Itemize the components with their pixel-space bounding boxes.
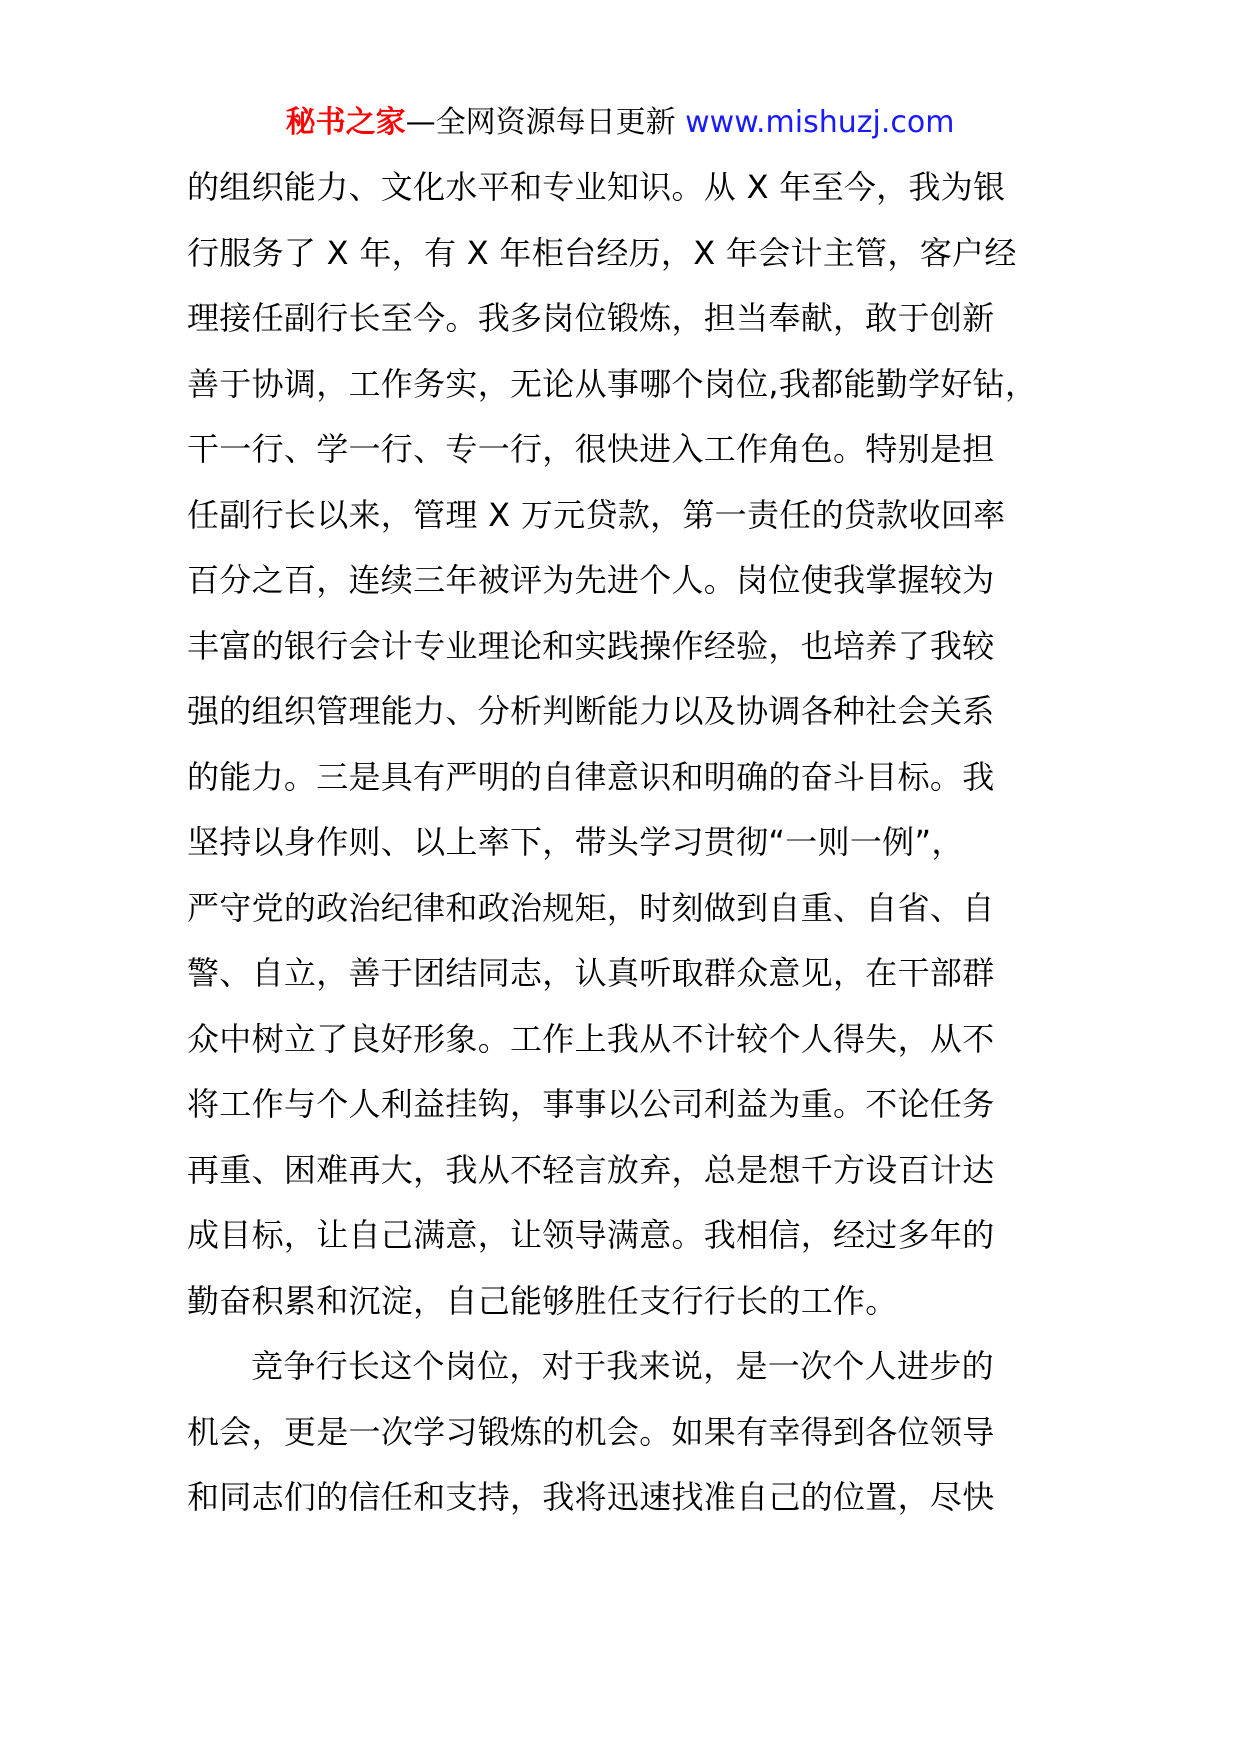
- text-line: 行服务了 X 年，有 X 年柜台经历，X 年会计主管，客户经: [187, 233, 1017, 272]
- text-line: 百分之百，连续三年被评为先进个人。岗位使我掌握较为: [187, 561, 995, 599]
- text-line: 和同志们的信任和支持，我将迅速找准自己的位置，尽快: [187, 1478, 995, 1516]
- text-line: 任副行长以来，管理 X 万元贷款，第一责任的贷款收回率: [187, 495, 1006, 534]
- text-line: 成目标，让自己满意，让领导满意。我相信，经过多年的: [187, 1216, 995, 1254]
- text-line: 再重、困难再大，我从不轻言放弃，总是想千方设百计达: [187, 1150, 995, 1189]
- text-line: 警、自立，善于团结同志，认真听取群众意见，在干部群: [187, 954, 995, 992]
- text-line: 勤奋积累和沉淀，自己能够胜任支行行长的工作。: [187, 1281, 898, 1320]
- text-line: 干一行、学一行、专一行，很快进入工作角色。特别是担: [187, 430, 995, 468]
- paragraph-first-line: 竞争行长这个岗位，对于我来说，是一次个人进步的: [251, 1347, 994, 1385]
- document-body: [187, 155, 1067, 1531]
- text-line: 的组织能力、文化水平和专业知识。从 X 年至今，我为银: [187, 168, 1006, 206]
- text-line: 众中树立了良好形象。工作上我从不计较个人得失，从不: [187, 1019, 995, 1058]
- site-tagline: —全网资源每日更新: [405, 105, 686, 140]
- site-brand: 秘书之家: [285, 105, 406, 140]
- site-header: [0, 103, 1240, 143]
- text-line: 严守党的政治纪律和政治规矩，时刻做到自重、自省、自: [187, 888, 995, 927]
- text-line: 坚持以身作则、以上率下，带头学习贯彻“一则一例”，: [187, 823, 964, 861]
- text-line: 的能力。三是具有严明的自律意识和明确的奋斗目标。我: [187, 757, 995, 796]
- text-line: 机会，更是一次学习锻炼的机会。如果有幸得到各位领导: [187, 1412, 995, 1451]
- text-line: 丰富的银行会计专业理论和实践操作经验，也培养了我较: [187, 626, 995, 665]
- text-line: 强的组织管理能力、分析判断能力以及协调各种社会关系: [187, 692, 995, 730]
- text-line: 将工作与个人利益挂钩，事事以公司利益为重。不论任务: [187, 1085, 995, 1123]
- text-line: 理接任副行长至今。我多岗位锻炼，担当奉献，敢于创新: [187, 299, 995, 337]
- site-url-link[interactable]: www.mishuzj.com: [685, 105, 955, 140]
- text-line: 善于协调，工作务实，无论从事哪个岗位,我都能勤学好钻，: [187, 364, 1038, 403]
